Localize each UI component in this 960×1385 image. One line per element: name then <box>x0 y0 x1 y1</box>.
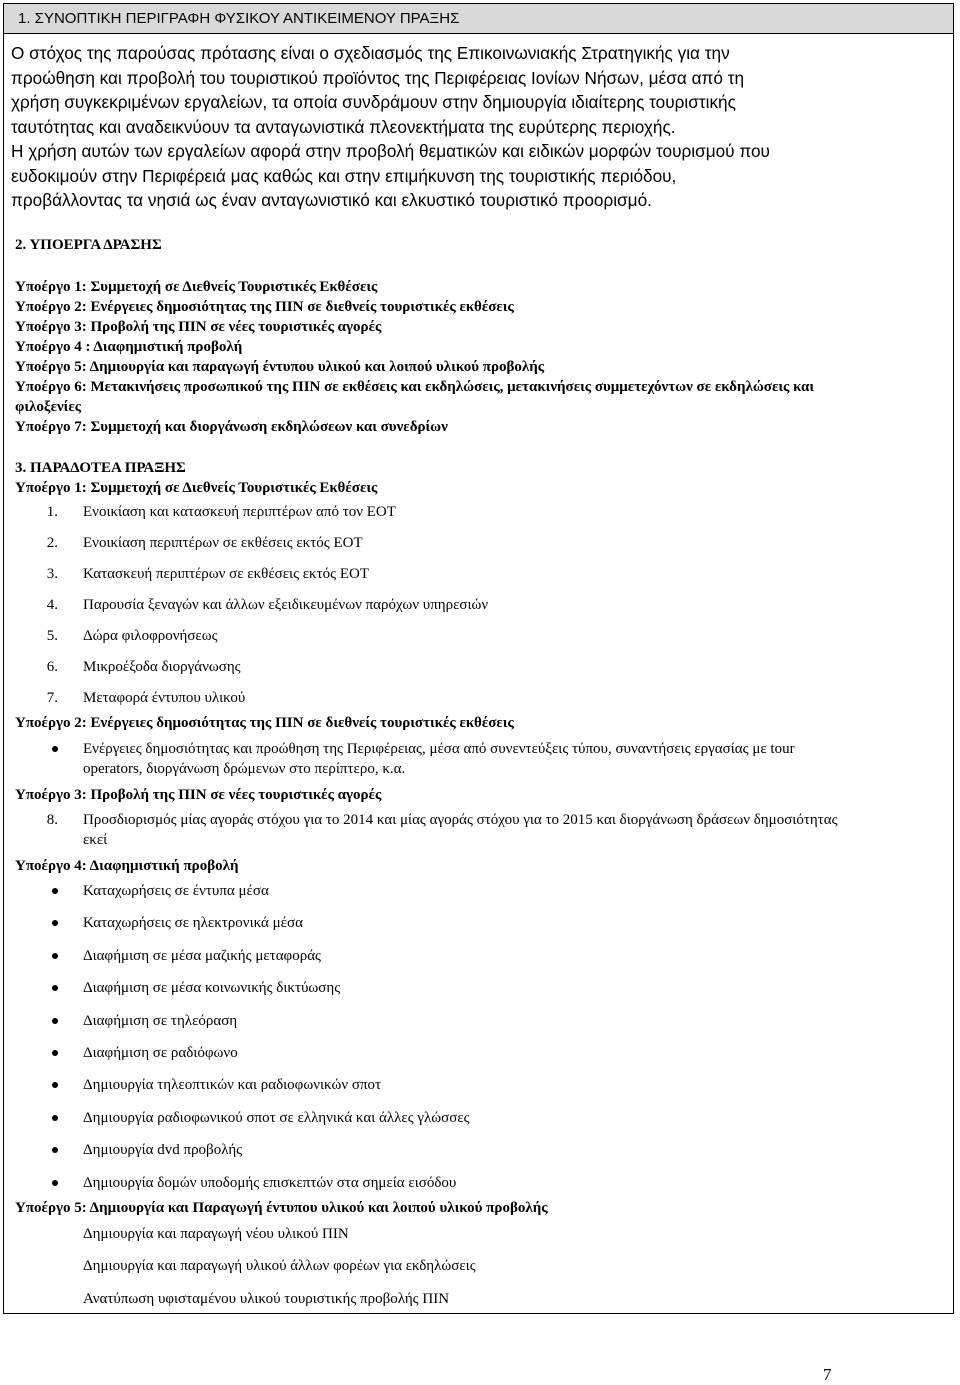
subproject-line: φιλοξενίες <box>15 399 82 415</box>
intro-line: προώθηση και προβολή του τουριστικού προϊόντος της Περιφέρειας Ιονίων Νήσων, μέσα από τη <box>11 67 745 88</box>
list-number: 4. <box>46 597 58 613</box>
list-item: Δημιουργία τηλεοπτικών και ραδιοφωνικών σποτ <box>83 1077 382 1093</box>
list-number: 2. <box>46 535 58 551</box>
list-item: Ενέργειες δημοσιότητας και προώθηση της Περιφέρειας, μέσα από συνεντεύξεις τύπου, συναντήσεις εργασίας με tour <box>83 741 795 757</box>
list-item: Δημιουργία dvd προβολής <box>83 1142 243 1158</box>
bullet-icon <box>52 953 58 959</box>
sub2-title: Υποέργο 2: Ενέργειες δημοσιότητας της ΠΙΝ σε διεθνείς τουριστικές εκθέσεις <box>15 715 514 731</box>
list-number: 8. <box>46 812 58 828</box>
list-item: Διαφήμιση σε ραδιόφωνο <box>83 1045 238 1061</box>
intro-line: Ο στόχος της παρούσας πρότασης είναι ο σχεδιασμός της Επικοινωνιακής Στρατηγικής για την <box>11 43 730 63</box>
bullet-icon <box>52 1018 58 1024</box>
bullet-icon <box>52 920 58 926</box>
list-item: Προσδιορισμός μίας αγοράς στόχου για το 2014 και μίας αγοράς στόχου για το 2015 και διοργάνωση δράσεων δημοσιότητας <box>83 812 838 828</box>
subproject-line: Υποέργο 2: Ενέργειες δημοσιότητας της ΠΙΝ σε διεθνείς τουριστικές εκθέσεις <box>15 299 514 315</box>
intro-line: ταυτότητας και αναδεικνύουν τα ανταγωνιστικά πλεονεκτήματα της ευρύτερης περιοχής. <box>11 116 676 137</box>
list-item: Δώρα φιλοφρονήσεως <box>83 628 218 644</box>
list-item: Διαφήμιση σε τηλεόραση <box>83 1013 238 1029</box>
list-item: Παρουσία ξεναγών και άλλων εξειδικευμένων παρόχων υπηρεσιών <box>83 597 489 613</box>
list-item-continued: εκεί <box>83 832 108 848</box>
list-number: 1. <box>46 504 58 520</box>
page-number: 7 <box>823 1365 832 1384</box>
section1-heading: 1. ΣΥΝΟΠΤΙΚΗ ΠΕΡΙΓΡΑΦΗ ΦΥΣΙΚΟΥ ΑΝΤΙΚΕΙΜΕΝΟΥ ΠΡΑΞΗΣ <box>18 10 460 27</box>
section3-heading: 3. ΠΑΡΑΔΟΤΕΑ ΠΡΑΞΗΣ <box>15 460 186 476</box>
subproject-line: Υποέργο 5: Δημιουργία και παραγωγή έντυπου υλικού και λοιπού υλικού προβολής <box>15 359 545 375</box>
subproject-line: Υποέργο 1: Συμμετοχή σε Διεθνείς Τουριστικές Εκθέσεις <box>15 279 378 295</box>
subproject-line: Υποέργο 6: Μετακινήσεις προσωπικού της ΠΙΝ σε εκθέσεις και εκδηλώσεις, μετακινήσεις συμμετεχόντων σε εκδηλώσεις και <box>15 379 815 395</box>
list-item: Ανατύπωση υφισταμένου υλικού τουριστικής προβολής ΠΙΝ <box>83 1291 450 1307</box>
bullet-icon <box>52 985 58 991</box>
subproject-line: Υποέργο 7: Συμμετοχή και διοργάνωση εκδηλώσεων και συνεδρίων <box>15 419 448 435</box>
list-item: Διαφήμιση σε μέσα κοινωνικής δικτύωσης <box>83 980 341 996</box>
list-number: 7. <box>46 690 58 706</box>
list-item: Δημιουργία και παραγωγή υλικού άλλων φορέων για εκδηλώσεις <box>83 1258 476 1274</box>
bullet-icon <box>52 1180 58 1186</box>
intro-paragraph <box>11 41 941 213</box>
list-item: Δημιουργία και παραγωγή νέου υλικού ΠΙΝ <box>83 1226 349 1242</box>
list-number: 6. <box>46 659 58 675</box>
list-item: Καταχωρήσεις σε ηλεκτρονικά μέσα <box>83 915 303 931</box>
bullet-icon <box>52 1050 58 1056</box>
subproject-line: Υποέργο 3: Προβολή της ΠΙΝ σε νέες τουριστικές αγορές <box>15 319 382 335</box>
list-item-continued: operators, διοργάνωση δρώμενων στο περίπτερο, κ.α. <box>83 761 406 777</box>
list-item: Διαφήμιση σε μέσα μαζικής μεταφοράς <box>83 948 321 964</box>
list-number: 3. <box>46 566 58 582</box>
sub3-title: Υποέργο 3: Προβολή της ΠΙΝ σε νέες τουριστικές αγορές <box>15 787 382 803</box>
intro-line: χρήση συγκεκριμένων εργαλείων, τα οποία συνδράμουν στην δημιουργία ιδιαίτερης τουριστικής <box>11 92 736 112</box>
bullet-icon <box>52 888 58 894</box>
list-item: Δημιουργία δομών υποδομής επισκεπτών στα σημεία εισόδου <box>83 1175 457 1191</box>
bullet-icon <box>52 1147 58 1153</box>
sub1-title: Υποέργο 1: Συμμετοχή σε Διεθνείς Τουριστικές Εκθέσεις <box>15 480 378 496</box>
sub5-title: Υποέργο 5: Δημιουργία και Παραγωγή έντυπου υλικού και λοιπού υλικού προβολής <box>15 1200 548 1216</box>
section2-heading: 2. ΥΠΟΕΡΓΑ ΔΡΑΣΗΣ <box>15 237 162 253</box>
list-item: Ενοικίαση και κατασκευή περιπτέρων από τον ΕΟΤ <box>83 504 396 520</box>
bullet-icon <box>52 1082 58 1088</box>
section1-header-bar <box>4 4 953 34</box>
list-item: Δημιουργία ραδιοφωνικού σποτ σε ελληνικά και άλλες γλώσσες <box>83 1110 470 1126</box>
sub4-title: Υποέργο 4: Διαφημιστική προβολή <box>15 858 239 874</box>
intro-line: ευδοκιμούν στην Περιφέρειά μας καθώς και στην επιμήκυνση της τουριστικής περιόδου, <box>11 165 677 186</box>
intro-line: προβάλλοντας τα νησιά ως έναν ανταγωνιστικό και ελκυστικό τουριστικό προορισμό. <box>11 190 652 210</box>
intro-line: Η χρήση αυτών των εργαλείων αφορά στην προβολή θεματικών και ειδικών μορφών τουρισμού που <box>11 141 770 161</box>
bullet-icon <box>52 1115 58 1121</box>
list-number: 5. <box>46 628 58 644</box>
bullet-icon <box>52 746 58 752</box>
list-item: Ενοικίαση περιπτέρων σε εκθέσεις εκτός ΕΟΤ <box>83 535 363 551</box>
list-item: Μικροέξοδα διοργάνωσης <box>83 659 241 675</box>
list-item: Μεταφορά έντυπου υλικού <box>83 690 246 706</box>
list-item: Κατασκευή περιπτέρων σε εκθέσεις εκτός ΕΟΤ <box>83 566 369 582</box>
subproject-line: Υποέργο 4 : Διαφημιστική προβολή <box>15 339 243 355</box>
list-item: Καταχωρήσεις σε έντυπα μέσα <box>83 883 269 899</box>
